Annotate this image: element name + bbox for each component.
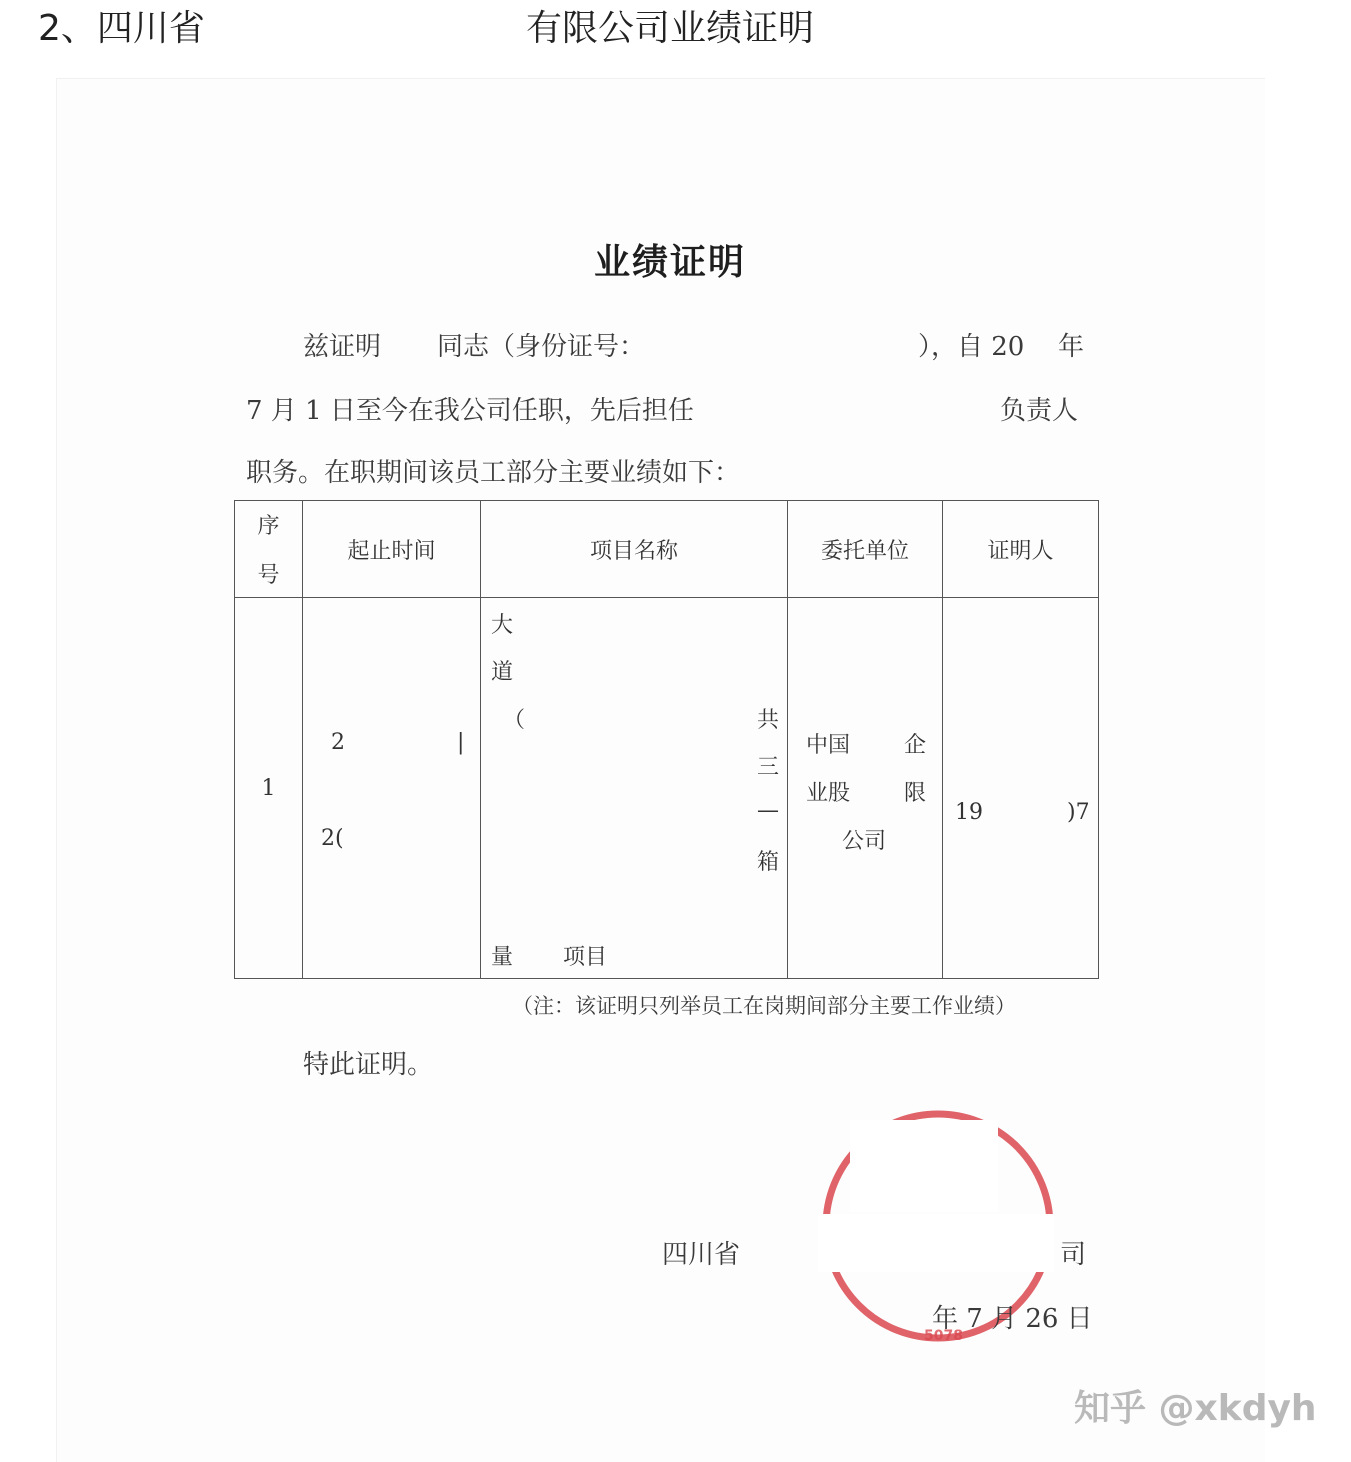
row-seq: 1 — [235, 598, 303, 979]
performance-table — [234, 500, 1099, 979]
period-frag-a: 2 — [331, 730, 345, 755]
header-project: 项目名称 — [481, 501, 788, 598]
row-period — [303, 598, 481, 979]
header-seq-line2: 号 — [257, 563, 280, 588]
period-frag-b: | — [457, 730, 465, 755]
document-title: 业绩证明 — [594, 241, 747, 283]
para-line1-a: 兹证明 — [303, 332, 382, 362]
watermark-text: 知乎 @xkdyh — [1074, 1388, 1317, 1429]
project-frag-9: 项目 — [563, 945, 608, 970]
project-frag-8: 量 — [491, 945, 514, 970]
para-line2-b: 负责人 — [1000, 396, 1079, 426]
project-right-3: — — [757, 798, 779, 823]
header-client: 委托单位 — [788, 501, 943, 598]
client-line1: 中国 — [806, 733, 851, 758]
row-witness — [943, 598, 1099, 979]
project-right-4: 箱 — [757, 850, 780, 875]
project-frag-3: （ — [503, 708, 526, 733]
heading-left: 2、四川省 — [38, 8, 205, 49]
row-client — [788, 598, 943, 979]
project-right-1: 共 — [757, 708, 780, 733]
para-line3: 职务。在职期间该员工部分主要业绩如下： — [246, 458, 741, 488]
header-seq — [235, 501, 303, 598]
project-frag-2: 道 — [491, 660, 514, 685]
closing-text: 特此证明。 — [303, 1050, 434, 1080]
header-period: 起止时间 — [303, 501, 481, 598]
row-project — [481, 598, 788, 979]
svg-text:5078: 5078 — [924, 1328, 963, 1344]
project-frag-1: 大 — [491, 613, 514, 638]
client-line2b: 限 — [904, 781, 927, 806]
signing-date: 年 7 月 26 日 — [932, 1304, 1093, 1334]
project-right-2: 三 — [757, 755, 780, 780]
header-witness: 证明人 — [943, 501, 1099, 598]
signing-company: 四川省 — [662, 1240, 741, 1270]
witness-frag-b: )7 — [1067, 800, 1090, 825]
client-line2: 业股 — [806, 781, 851, 806]
witness-frag-a: 19 — [955, 800, 983, 825]
para-line1-d: 年 — [1058, 332, 1085, 362]
para-line1-b: 同志（身份证号： — [437, 332, 646, 362]
table-note: （注：该证明只列举员工在岗期间部分主要工作业绩） — [512, 994, 1016, 1018]
para-line2-a: 7 月 1 日至今在我公司任职，先后担任 — [246, 396, 694, 426]
header-seq-line1: 序 — [257, 514, 280, 539]
client-line3: 公司 — [842, 829, 887, 854]
client-line1b: 企 — [904, 733, 927, 758]
para-line1-c: ），自 20 — [918, 332, 1025, 362]
signing-company-end: 司 — [1060, 1240, 1087, 1270]
heading-right: 有限公司业绩证明 — [526, 8, 815, 49]
period-frag-c: 2( — [321, 826, 344, 851]
